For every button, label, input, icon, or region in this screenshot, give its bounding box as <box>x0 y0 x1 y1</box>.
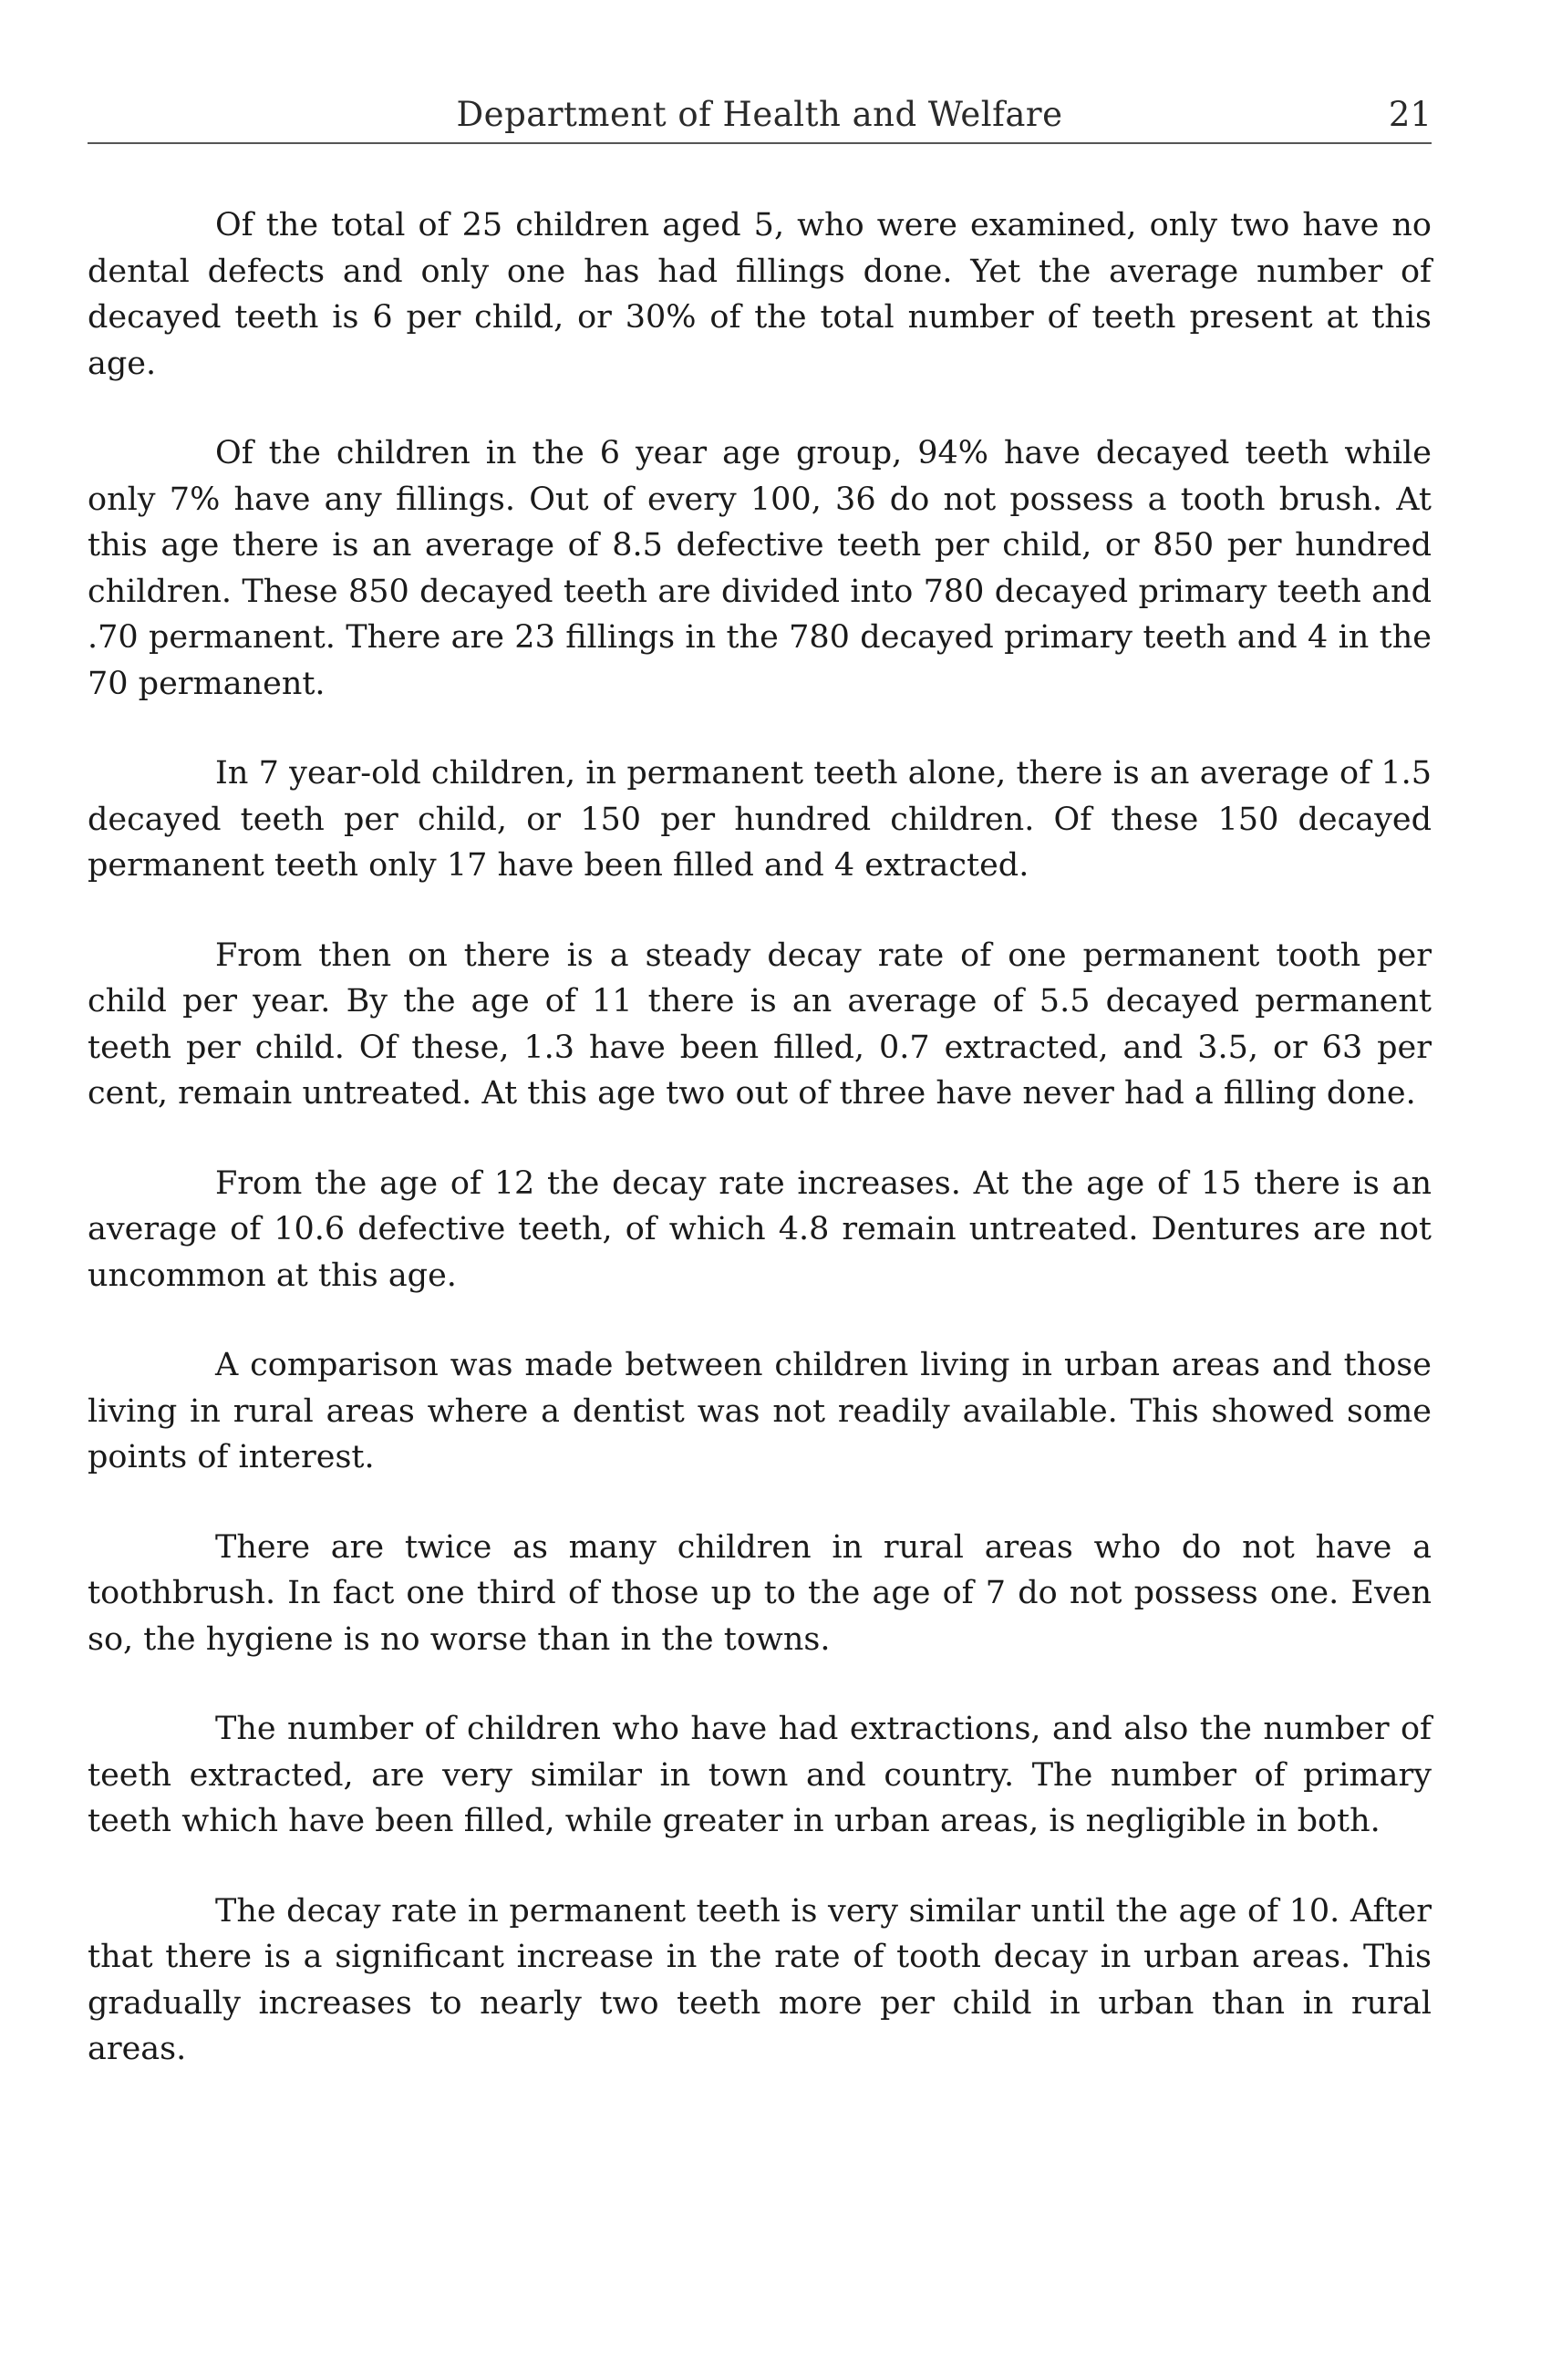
paragraph-decay-rate: The decay rate in permanent teeth is very similar until the age of 10. After that there is a significant increase in the rate of tooth decay in urban areas. This gradually increases to nearly two teeth more per child in urban than in rural areas. <box>88 1892 1432 2067</box>
paragraph-toothbrush: There are twice as many children in rural areas who do not have a toothbrush. In fact one third of those up to the age of 7 do not possess one. Even so, the hygiene is no worse than in the towns. <box>88 1528 1432 1658</box>
paragraph-age-6: Of the children in the 6 year age group, 94% have decayed teeth while only 7% have any fillings. Out of every 100, 36 do not possess a tooth brush. At this age there is an average of 8.5 defective teeth per child, or 850 per hundred children. These 850 decayed teeth are divided into 780 decayed primary teeth and .70 permanent. There are 23 fillings in the 780 decayed primary teeth and 4 in the 70 permanent. <box>88 435 1432 702</box>
paragraph-urban-rural-comparison: A comparison was made between children living in urban areas and those living in rural areas where a dentist was not readily available. This showed some points of interest. <box>88 1347 1432 1475</box>
paragraph-extractions: The number of children who have had extractions, and also the number of teeth extracted, are very similar in town and country. The number of primary teeth which have been filled, while greater in urban areas, is negligible in both. <box>88 1711 1432 1839</box>
paragraph-age-5: Of the total of 25 children aged 5, who were examined, only two have no dental defects and only one has had fillings done. Yet the average number of decayed teeth is 6 per child, or 30% of the total number of teeth present at this age. <box>88 207 1432 382</box>
body-text <box>88 202 1432 2116</box>
paragraph-age-12-15: From the age of 12 the decay rate increases. At the age of 15 there is an average of 10.6 defective teeth, of which 4.8 remain untreated. Dentures are not uncommon at this age. <box>88 1164 1432 1294</box>
page-number: 21 <box>1388 95 1432 134</box>
running-title: Department of Health and Welfare <box>456 95 1063 134</box>
paragraph-age-7: In 7 year-old children, in permanent teeth alone, there is an average of 1.5 decayed teeth per child, or 150 per hundred children. Of these 150 decayed permanent teeth only 17 have been filled and 4 extracted. <box>88 755 1432 884</box>
paragraph-age-11: From then on there is a steady decay rate of one permanent tooth per child per year. By the age of 11 there is an average of 5.5 decayed permanent teeth per child. Of these, 1.3 have been filled, 0.7 extracted, and 3.5, or 63 per cent, remain untreated. At this age two out of three have never had a filling done. <box>88 936 1432 1112</box>
page-header <box>88 88 1432 144</box>
